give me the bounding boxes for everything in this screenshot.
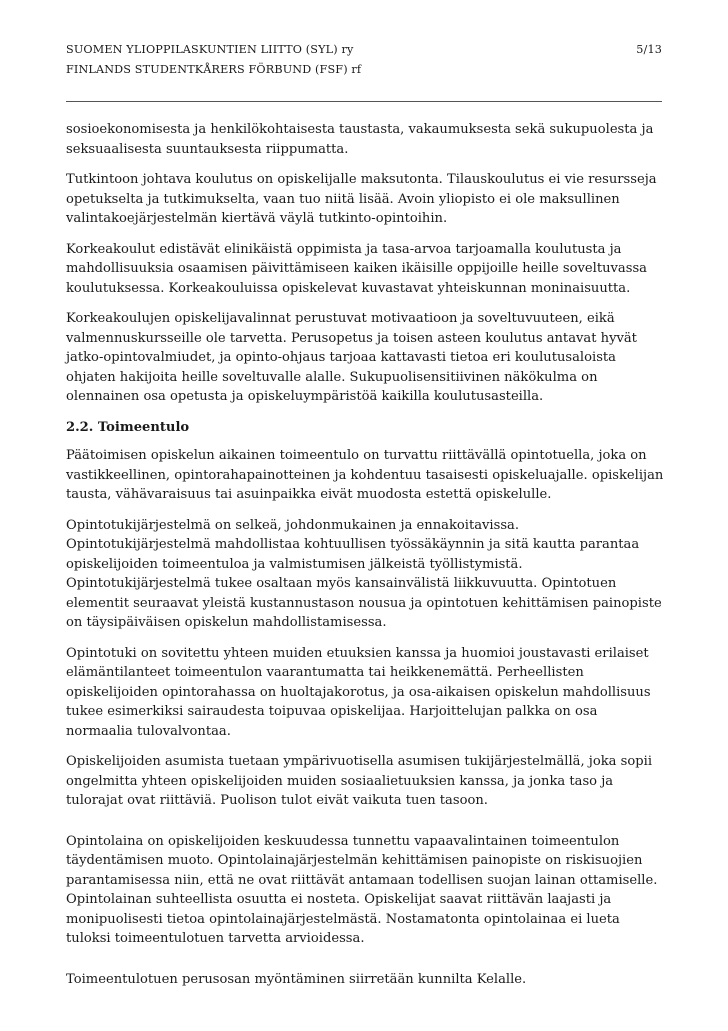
- paragraph-housing-support: Opiskelijoiden asumista tuetaan ympärivuotisella asumisen tukijärjestelmällä, joka sopii ongelmitta yhteen opiskelijoiden muiden sosiaalietuuksien kanssa, ja jonka taso ja tulorajat ovat riittäviä. Puolison tulot eivät vaikuta tuen tasoon.: [66, 754, 653, 808]
- paragraph-student-loan: Opintolaina on opiskelijoiden keskuudessa tunnettu vapaavalintainen toimeentulon täydentämisen muoto. Opintolainajärjestelmän kehittämisen painopiste on riskisuojien parantamisessa niin, että ne ovat riittävät antamaan todellisen suojan lainan ottamiselle. Opintolainan suhteellista osuutta ei nosteta. Opiskelijat saavat riittävän laajasti ja monipuolisesti tietoa opintolainajärjestelmästä. Nostamatonta opintolainaa ei lueta tuloksi toimeentulotuen tarvetta arvioidessa.: [66, 833, 658, 946]
- paragraph-benefit-coordination: Opintotuki on sovitettu yhteen muiden etuuksien kanssa ja huomioi joustavasti erilaiset elämäntilanteet toimeentulon vaarantumatta tai heikkenemättä. Perheellisten opiskelijoiden opintorahassa on huoltajakorotus, ja osa-aikaisen opiskelun mahdollisuus tukee esimerkiksi sairaudesta toipuvaa opiskelijaa. Harjoittelujan palkka on osa normaalia tulovalvontaa.: [66, 645, 651, 739]
- paragraph-lifelong-learning: Korkeakoulut edistävät elinikäistä oppimista ja tasa-arvoa tarjoamalla koulutusta ja mahdollisuuksia osaamisen päivittämiseen kaiken ikäisille oppijoille heille soveltuvassa koulutuksessa. Korkeakouluissa opiskelevat kuvastavat yhteiskunnan moninaisuutta.: [66, 241, 647, 296]
- page-number: 5/13: [636, 43, 662, 56]
- paragraph-free-education: Tutkintoon johtava koulutus on opiskelijalle maksutonta. Tilauskoulutus ei vie resursseja opetukselta ja tutkimukselta, vaan tuo niitä lisää. Avoin yliopisto ei ole maksullinen valintakoejärjestelmän kiertävä väylä tutkinto-opintoihin.: [66, 172, 657, 226]
- organization-name-finnish: SUOMEN YLIOPPILASKUNTIEN LIITTO (SYL) ry: [66, 43, 354, 56]
- organization-name-swedish: FINLANDS STUDENTKÅRERS FÖRBUND (FSF) rf: [66, 63, 362, 76]
- paragraph-support-system: Opintotukijärjestelmä on selkeä, johdonmukainen ja ennakoitavissa. Opintotukijärjestelmä mahdollistaa kohtuullisen työssäkäynnin ja sitä kautta parantaa opiskelijoiden toimeentuloa ja valmistumisen jälkeistä työllistymistä. Opintotukijärjestelmä tukee osaltaan myös kansainvälistä liikkuvuutta. Opintotuen elementit seuraavat yleistä kustannustason nousua ja opintotuen kehittämisen painopiste on täysipäiväisen opiskelun mahdollistamisessa.: [66, 517, 662, 630]
- paragraph-social-assistance: Toimeentulotuen perusosan myöntäminen siirretään kunnilta Kelalle.: [66, 971, 527, 987]
- header-divider: [66, 101, 662, 102]
- paragraph-equality-background: sosioekonomisesta ja henkilökohtaisesta taustasta, vakaumuksesta sekä sukupuolesta ja seksuaalisesta suuntauksesta riippumatta.: [66, 122, 654, 157]
- page-header: [66, 40, 664, 80]
- document-body: [66, 120, 664, 1000]
- paragraph-study-allowance: Päätoimisen opiskelun aikainen toimeentulo on turvattu riittävällä opintotuella, joka on vastikkeellinen, opintorahapainotteinen ja kohdentuu tasaisesti opiskeluajalle. opiskelijan tausta, vähävaraisuus tai asuinpaikka eivät muodosta estettä opiskelulle.: [66, 448, 664, 502]
- paragraph-student-admissions: Korkeakoulujen opiskelijavalinnat perustuvat motivaatioon ja soveltuvuuteen, eikä valmennuskursseille ole tarvetta. Perusopetus ja toisen asteen koulutus antavat hyvät jatko-opintovalmiudet, ja opinto-ohjaus tarjoaa kattavasti tietoa eri koulutusaloista ohjaten hakijoita heille soveltuvalle alalle. Sukupuolisensitiivinen näkökulma on olennainen osa opetusta ja opiskeluympäristöä kaikilla koulutusasteilla.: [66, 311, 637, 404]
- section-heading-livelihood: 2.2. Toimeentulo: [66, 419, 190, 435]
